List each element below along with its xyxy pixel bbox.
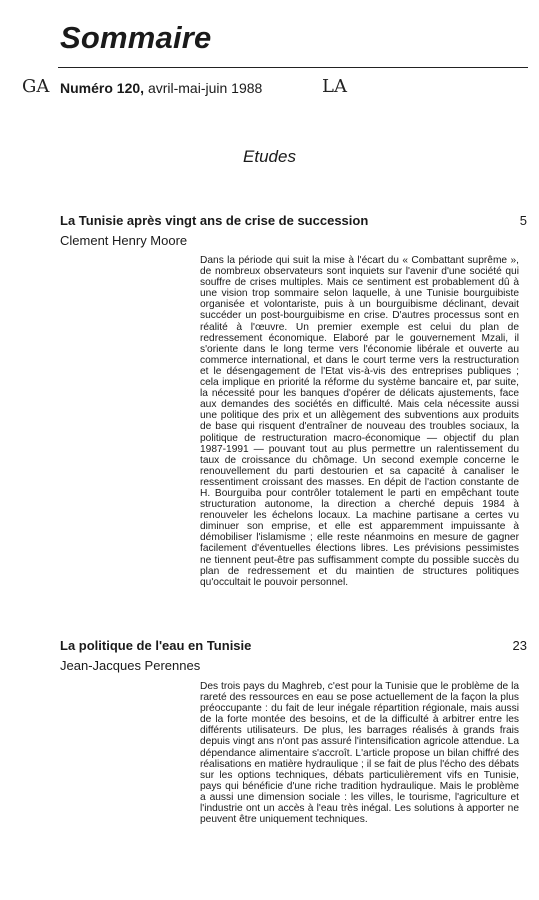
issue-number: Numéro 120, (60, 80, 145, 96)
section-title: Etudes (243, 147, 296, 166)
article-abstract: Dans la période qui suit la mise à l'écart du « Combattant suprême », de nombreux observateurs sont inquiets sur l'avenir d'une société qui souffre de crises multiples. Mais ce sentiment est probablement dû à une vision trop sommaire selon laquelle, à une Tunisie bourguibiste organisée et volontariste, puis à un bourguibisme déclinant, devait succéder un post-bourguibisme en crise. D'autres processus sont en réalité à l'œuvre. Un premier exemple est celui du plan de redressement économique. Elaboré par le gouvernement Mzali, il s'oriente dans le long terme vers l'économie libérale et ouverte au commerce international, et dans le court terme vers la restructuration et le désengagement de l'Etat vis-à-vis des entreprises publiques ; cela implique en priorité la réforme du système bancaire et, par suite, la nécessité pour les banques d'opérer de délicats ajustements, face aux demandes des sociétés en difficulté. Mais cela nécessite aussi une politique des prix et un allègement des subventions aux produits de base qui risquent d'entraîner de nouveau des troubles sociaux, la politique de restructuration macro-économique — objectif du plan 1987-1991 — pouvant tout au plus permettre un ralentissement du taux de croissance du chômage. Un second exemple concerne le renouvellement du parti destourien et sa capacité à canaliser le ressentiment croissant des masses. En dépit de l'action constante de H. Bourguiba pour contrôler totalement le parti en empêchant toute structuration autonome, la direction a cherché depuis 1984 à renouveler les échelons locaux. La machine partisane a certes vu diminuer son emprise, et elle est apparemment impuissante à démobiliser l'islamisme ; elle reste néanmoins en mesure de gagner facilement d'éventuelles élections libres. Les prévisions pessimistes ne tiennent peut-être pas suffisamment compte du possible succès du plan de redressement et du maintien de structures politiques qu'occultait le pouvoir personnel. (200, 255, 519, 588)
article-author: Clement Henry Moore (60, 233, 188, 248)
article-author: Jean-Jacques Perennes (60, 658, 201, 673)
handwritten-mark-right: LA (322, 76, 347, 97)
article-abstract: Des trois pays du Maghreb, c'est pour la Tunisie que le problème de la rareté des ressources en eau se pose actuellement de la façon la plus préoccupante : du fait de leur inégale répartition régionale, mais aussi de la forte montée des besoins, et de la difficulté à arbitrer entre les différents utilisateurs. De plus, les barrages réalisés à grands frais depuis vingt ans n'ont pas assuré l'intensification agricole attendue. La dépendance alimentaire s'accroît. L'article propose un bilan chiffré des réalisations en matière hydraulique ; il se fait de plus l'écho des débats sur les options techniques, débats particulièrement vifs en Tunisie, pays qui bénéficie d'une riche tradition hydraulique. Mais le problème a aussi une dimension sociale : les villes, le tourisme, l'agriculture et l'industrie ont un accès à l'eau très inégal. Les solutions à apporter ne peuvent être uniquement techniques. (200, 681, 519, 826)
article-page-number: 23 (512, 638, 527, 653)
page-title: Sommaire (60, 20, 212, 55)
article-title: La politique de l'eau en Tunisie (60, 638, 252, 653)
article-title: La Tunisie après vingt ans de crise de succession (60, 213, 369, 228)
article-page-number: 5 (519, 213, 527, 228)
handwritten-mark-left: GA (22, 76, 50, 97)
issue-line (60, 80, 262, 96)
issue-date: avril-mai-juin 1988 (147, 80, 263, 96)
title-rule (58, 67, 528, 68)
